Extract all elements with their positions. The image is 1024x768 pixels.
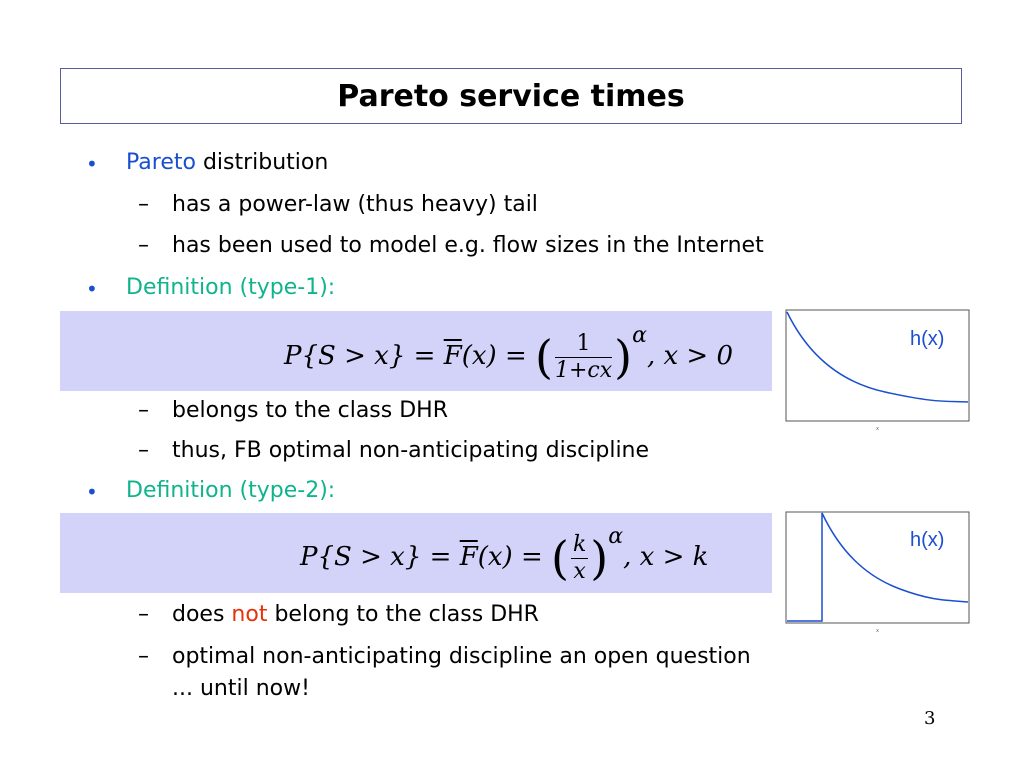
sub-open-question-line2: ... until now! (172, 676, 310, 701)
plot-label-type2: h(x) (910, 529, 945, 551)
dash-marker: – (138, 233, 149, 258)
sub-flow-sizes: has been used to model e.g. flow sizes in the Internet (172, 233, 764, 258)
bullet-marker: • (86, 480, 98, 504)
definition-type1-heading: Definition (type-1): (126, 275, 336, 300)
slide-title: Pareto service times (337, 78, 685, 114)
dash-marker: – (138, 438, 149, 463)
dash-marker: – (138, 192, 149, 217)
bullet-rest: distribution (195, 150, 329, 175)
dash-marker: – (138, 398, 149, 423)
formula-type1: $P\{S > x\} = \overline{F}(x)$ = ( $\frac{1}{1+cx}$ )$^\alpha$, x > 0 (284, 323, 733, 384)
svg-text:x: x (876, 426, 879, 432)
dash-marker: – (138, 602, 149, 627)
plot-label-type1: h(x) (910, 328, 945, 350)
dash-marker: – (138, 644, 149, 669)
definition-type2-heading: Definition (type-2): (126, 478, 336, 503)
bullet-marker: • (86, 152, 98, 176)
pareto-highlight: Pareto (126, 150, 196, 175)
bullet-marker: • (86, 277, 98, 301)
sub-power-law: has a power-law (thus heavy) tail (172, 192, 538, 217)
formula-type2: $P\{S > x\} = \overline{F}(x)$ = ( $\frac{k}{x}$ )$^\alpha$, x > k (300, 524, 709, 585)
sub-not-dhr: does not belong to the class DHR (172, 602, 539, 627)
sub-belongs-dhr: belongs to the class DHR (172, 398, 448, 423)
svg-text:x: x (876, 628, 879, 634)
sub-open-question-line1: optimal non-anticipating discipline an open question (172, 644, 751, 669)
not-highlight: not (231, 602, 268, 627)
title-box (60, 68, 962, 124)
bullet-pareto-distribution (126, 150, 328, 175)
sub-fb-optimal: thus, FB optimal non-anticipating discipline (172, 438, 650, 463)
page-number: 3 (924, 708, 936, 729)
